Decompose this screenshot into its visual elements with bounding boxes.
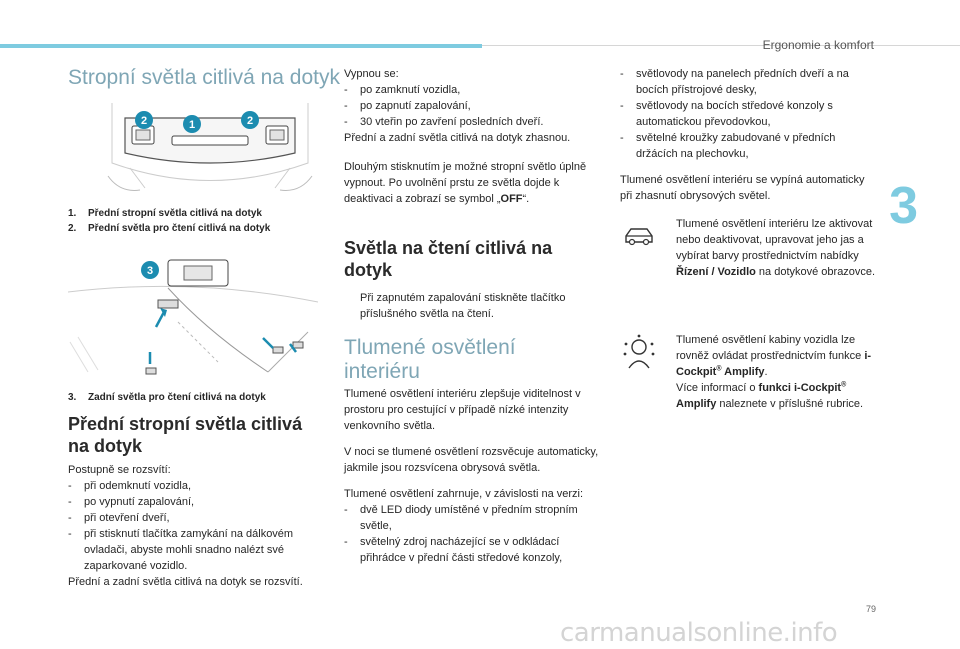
- paragraph: Přední a zadní světla citlivá na dotyk zhasnou.: [344, 132, 571, 144]
- svg-text:3: 3: [146, 265, 154, 277]
- list-item: - po vypnutí zapalování,: [68, 496, 195, 508]
- heading-line: Přední stropní světla citlivá: [68, 414, 303, 434]
- page-title: Stropní světla citlivá na dotyk: [68, 66, 340, 89]
- chapter-number: 3: [889, 177, 918, 235]
- paragraph: Vypnou se:: [344, 68, 399, 80]
- front-ceiling-lights-illustration: [100, 98, 320, 203]
- paragraph: Tlumené osvětlení interiéru zlepšuje viditelnost v prostoru pro cestující v případě nízké intenzity venkovního světla.: [344, 388, 581, 432]
- note-settings-menu: [676, 216, 876, 280]
- off-conditions-text: [344, 66, 602, 207]
- list-item: - 30 vteřin po zavření posledních dveří.: [344, 116, 544, 128]
- paragraph: Tlumené osvětlení interiéru lze aktivovat nebo deaktivovat, upravovat jeho jas a vybírat barvy prostřednictvím nabídky Řízení / Vozidlo na dotykové obrazovce.: [676, 218, 876, 278]
- svg-text:1: 1: [188, 119, 196, 131]
- list-item: - při odemknutí vozidla,: [68, 480, 191, 492]
- bullet-arrow-icon: [344, 290, 360, 322]
- list-item: - při stisknutí tlačítka zamykání na dálkovém ovladači, abyste mohli snadno nalézt své zaparkované vozidlo.: [68, 528, 294, 572]
- caption-list-1: [68, 206, 318, 236]
- list-item: - světelný zdroj nacházející se v odkládací přihrádce v přední části středové konzoly,: [344, 536, 563, 564]
- svg-text:2: 2: [246, 115, 254, 127]
- paragraph: Tlumené osvětlení zahrnuje, v závislosti na verzi:: [344, 488, 584, 500]
- ambient-continued-text: [620, 66, 878, 204]
- paragraph: Přední a zadní světla citlivá na dotyk se rozsvítí.: [68, 576, 303, 588]
- caption-item: 1. Přední stropní světla citlivá na dotyk: [68, 208, 262, 219]
- bullet-item: Při zapnutém zapalování stiskněte tlačítko příslušného světla na čtení.: [344, 290, 602, 322]
- section-heading-front-lights: [68, 414, 328, 457]
- section-title: Ergonomie a komfort: [762, 38, 874, 52]
- list-item: - světlovody na panelech předních dveří a na bocích přístrojové desky,: [620, 68, 849, 96]
- header-accent-bar: [0, 44, 482, 48]
- car-settings-icon: [622, 224, 656, 250]
- callout-badge-3: [141, 261, 159, 279]
- caption-list-2: [68, 390, 318, 405]
- header-rule: [482, 45, 960, 46]
- section-heading-ambient: [344, 336, 604, 383]
- section-heading-reading-lights: [344, 238, 604, 281]
- paragraph: Tlumené osvětlení interiéru se vypíná automaticky při zhasnutí obrysových světel.: [620, 174, 865, 202]
- heading-line: Světla na čtení citlivá na: [344, 238, 553, 258]
- heading-line: na dotyk: [68, 435, 143, 456]
- list-item: - po zapnutí zapalování,: [344, 100, 471, 112]
- caption-item: 2. Přední světla pro čtení citlivá na dotyk: [68, 223, 271, 234]
- paragraph: Tlumené osvětlení kabiny vozidla lze rovněž ovládat prostřednictvím funkce i-Cockpit® Amplify. Více informací o funkci i-Cockpit® Amplify naleznete v příslušné rubrice.: [676, 334, 872, 410]
- rear-reading-lights-illustration: [68, 252, 318, 382]
- heading-line: dotyk: [344, 259, 393, 280]
- list-item: - po zamknutí vozidla,: [344, 84, 461, 96]
- svg-text:2: 2: [140, 115, 148, 127]
- caption-item: 3. Zadní světla pro čtení citlivá na dotyk: [68, 392, 266, 403]
- callout-badge-1: [183, 115, 201, 133]
- callout-badge-2-left: [135, 111, 153, 129]
- list-item: - světlovody na bocích středové konzoly s automatickou převodovkou,: [620, 100, 833, 128]
- list-item: - světelné kroužky zabudované v předních držácích na plechovku,: [620, 132, 836, 160]
- callout-badge-2-right: [241, 111, 259, 129]
- paragraph: Postupně se rozsvítí:: [68, 464, 171, 476]
- front-lights-text: [68, 462, 320, 590]
- note-i-cockpit: [676, 332, 876, 412]
- voice-control-icon: [622, 334, 656, 374]
- paragraph: V noci se tlumené osvětlení rozsvěcuje automaticky, jakmile jsou rozsvícena obrysová světla.: [344, 446, 599, 474]
- heading-line: Tlumené osvětlení: [344, 336, 516, 359]
- long-press-paragraph: Dlouhým stisknutím je možné stropní světlo úplně vypnout. Po uvolnění prstu ze světla dojde k deaktivaci a zobrazí se symbol „OFF“.: [344, 161, 587, 205]
- page-number: 79: [865, 604, 876, 614]
- heading-line: interiéru: [344, 359, 420, 383]
- watermark: carmanualsonline.info: [560, 618, 838, 648]
- list-item: - dvě LED diody umístěné v předním stropním světle,: [344, 504, 578, 532]
- reading-lights-text: [344, 290, 602, 322]
- ambient-text: [344, 386, 602, 566]
- list-item: - při otevření dveří,: [68, 512, 170, 524]
